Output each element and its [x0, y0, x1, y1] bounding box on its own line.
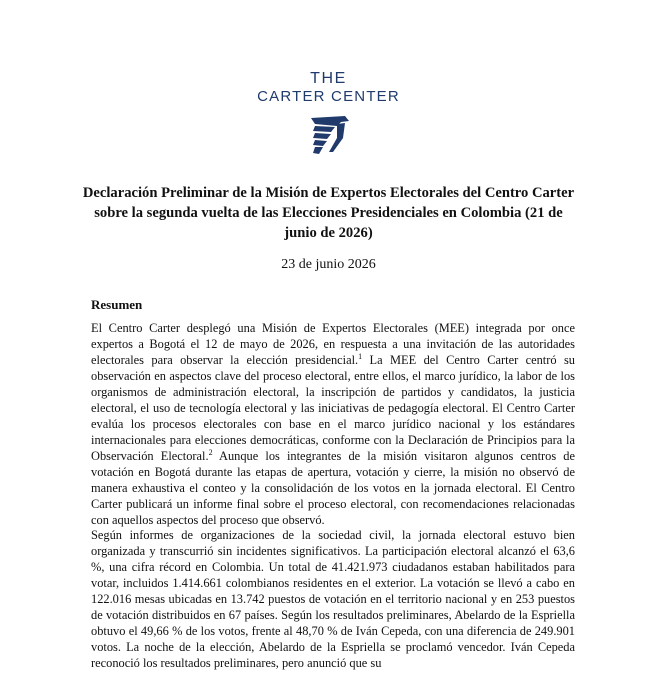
- paragraph-1-text-a: El Centro Carter desplegó una Misión de Expertos Electorales (MEE) integrada por once expertos a Bogotá el 12 de mayo de 2026, en respuesta a una invitación de las autoridades electorales para observar la elección presidencial.: [91, 321, 575, 367]
- document-date: 23 de junio 2026: [281, 257, 376, 272]
- paragraph-2-text: Según informes de organizaciones de la sociedad civil, la jornada electoral estuvo bien organizada y transcurrió sin incidentes significativos. La participación electoral alcanzó el 63,6 %, una cifra récord en Colombia. Un total de 41.421.973 ciudadanos estaban habilitados para votar, incluidos 1.414.661 colombianos residentes en el exterior. La votación se llevó a cabo en 122.016 mesas ubicadas en 13.742 puestos de votación en el territorio nacional y en 253 puestos de votación distribuidos en 67 países. Según los resultados preliminares, Abelardo de la Espriella obtuvo el 49,66 % de los votos, frente al 48,70 % de Iván Cepeda, con una diferencia de 249.901 votos. La noche de la elección, Abelardo de la Espriella se proclamó vencedor. Iván Cepeda reconoció los resultados preliminares, pero anunció que su: [91, 528, 575, 670]
- document-title: Declaración Preliminar de la Misión de Expertos Electorales del Centro Carter sobre la segunda vuelta de las Elecciones Presidenciales en Colombia (21 de junio de 2026): [82, 185, 575, 241]
- paragraph-summary-2: [91, 527, 575, 671]
- paragraph-1-text-c: Aunque los integrantes de la misión visitaron algunos centros de votación en Bogotá durante las etapas de apertura, votación y cierre, la misión no observó de manera exhaustiva el conteo y la consolidación de los votos en la jornada electoral. El Centro Carter publicará un informe final sobre el proceso electoral, con recomendaciones relacionadas con aquellos aspectos del proceso que observó.: [91, 449, 576, 527]
- logo-line-the: THE: [310, 70, 347, 87]
- section-heading: Resumen: [91, 297, 143, 312]
- paragraph-1-text-b: La MEE del Centro Carter centró su observación en aspectos clave del proceso electoral, entre ellos, el marco jurídico, la labor de los organismos de administración electoral, la inscripción de partidos y candidatos, la justicia electoral, el uso de tecnología electoral y las iniciativas de pedagogía electoral. El Centro Carter evalúa los procesos electorales con base en el marco jurídico nacional y los estándares internacionales para elecciones democráticas, conforme con la Declaración de Principios para la Observación Electoral.: [91, 353, 575, 463]
- logo-line-carter-center: CARTER CENTER: [257, 88, 400, 105]
- eagle-emblem-icon: [301, 112, 357, 156]
- carter-center-logo: [0, 70, 657, 156]
- paragraph-summary-1: [91, 320, 575, 528]
- footnote-ref-1[interactable]: 1: [358, 351, 363, 361]
- footnote-ref-2[interactable]: 2: [208, 447, 213, 457]
